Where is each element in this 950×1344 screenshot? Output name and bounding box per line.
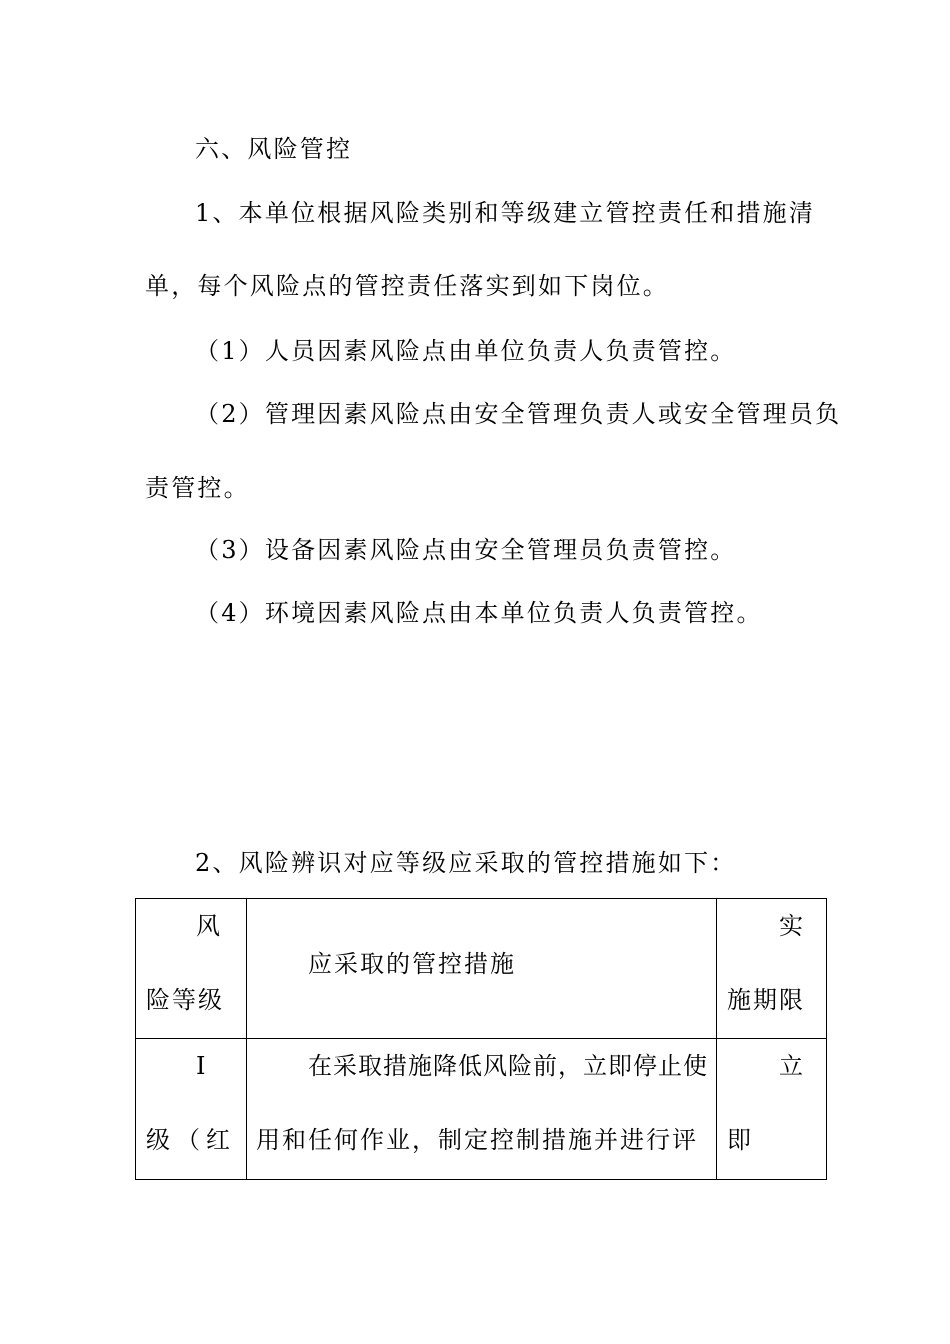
sub-item-4: （4）环境因素风险点由本单位负责人负责管控。 (195, 599, 763, 627)
header-level-line2: 险等级 (146, 986, 224, 1014)
col-divider-2 (716, 899, 717, 1179)
sub-item-3: （3）设备因素风险点由安全管理员负责管控。 (195, 536, 737, 564)
sub-item-2-line2: 责管控。 (145, 474, 250, 502)
row1-measures-line2: 用和任何作业，制定控制措施并进行评 (256, 1126, 698, 1154)
row1-level-line1: I (196, 1052, 208, 1080)
col-divider-1 (246, 899, 247, 1179)
header-level-line1: 风 (196, 912, 222, 940)
row1-period-line1: 立 (779, 1052, 805, 1080)
item2-heading: 2、风险辨识对应等级应采取的管控措施如下： (195, 849, 737, 877)
header-period-line2: 施期限 (727, 986, 805, 1014)
risk-measures-table (135, 898, 827, 1180)
item1-line1: 1、本单位根据风险类别和等级建立管控责任和措施清 (195, 199, 816, 227)
sub-item-1: （1）人员因素风险点由单位负责人负责管控。 (195, 337, 737, 365)
row1-level-line2: 级（红 (146, 1126, 236, 1154)
item1-line2: 单，每个风险点的管控责任落实到如下岗位。 (145, 272, 669, 300)
header-period-line1: 实 (779, 912, 805, 940)
header-measures: 应采取的管控措施 (308, 950, 516, 978)
row-divider (136, 1038, 826, 1039)
sub-item-2-line1: （2）管理因素风险点由安全管理负责人或安全管理员负 (195, 400, 842, 428)
row1-measures-line1: 在采取措施降低风险前，立即停止使 (308, 1052, 708, 1080)
row1-period-line2: 即 (727, 1126, 753, 1154)
section-heading: 六、风险管控 (195, 135, 353, 163)
